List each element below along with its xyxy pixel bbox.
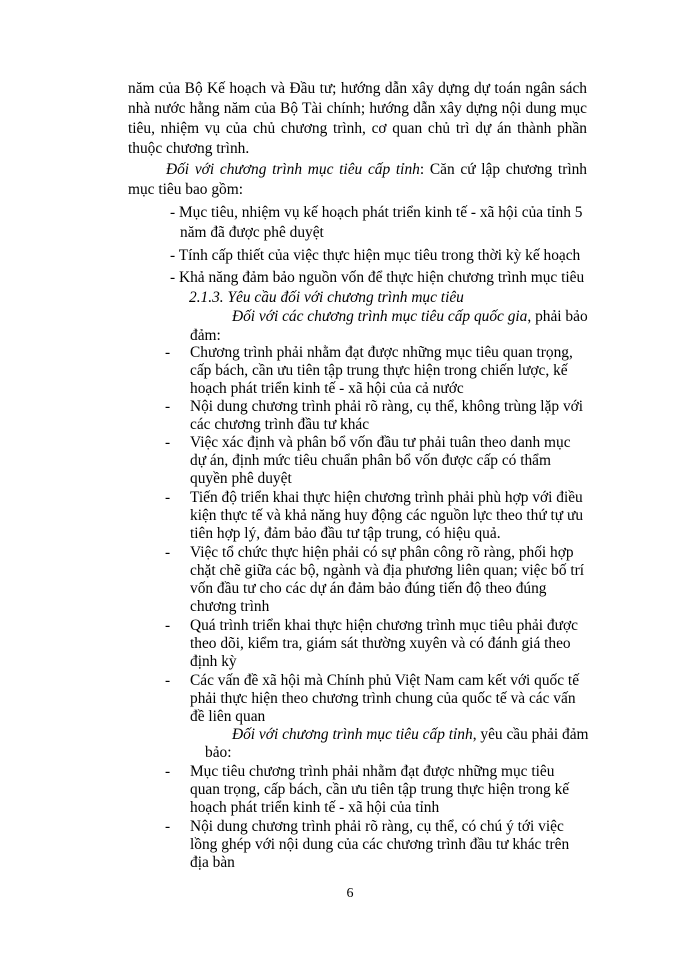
- list-item-cont: tiên hợp lý, đảm bảo đầu tư tập trung, có hiệu quả.: [190, 525, 501, 542]
- national-lead: [232, 308, 588, 326]
- list-item: Nội dung chương trình phải rõ ràng, cụ thể, có chú ý tới việc: [190, 818, 564, 835]
- list-item-cont: hoạch phát triển kinh tế - xã hội của tỉnh: [190, 799, 440, 816]
- dash-bullet: -: [165, 344, 171, 361]
- list-item-cont: chương trình: [190, 598, 270, 615]
- list-item-cont: chặt chẽ giữa các bộ, ngành và địa phương liên quan; việc bố trí: [190, 562, 585, 579]
- list-item-cont: các chương trình đầu tư khác: [190, 416, 370, 433]
- page-number: 6: [346, 886, 354, 901]
- list-item: Nội dung chương trình phải rõ ràng, cụ thể, không trùng lặp với: [190, 398, 584, 415]
- dash-bullet: -: [165, 544, 171, 561]
- lead-rest: , yêu cầu phải đảm: [472, 726, 589, 743]
- provincial-basis-lead: [166, 161, 587, 179]
- list-item-cont: theo dõi, kiểm tra, giám sát thường xuyên và có đánh giá theo: [190, 635, 571, 652]
- dash-bullet: -: [165, 672, 171, 689]
- body-line: nhà nước hằng năm của Bộ Tài chính; hướng dẫn xây dựng nội dung mục: [128, 100, 587, 117]
- body-line: mục tiêu bao gồm:: [128, 181, 243, 198]
- list-item-cont: đề liên quan: [190, 708, 266, 725]
- list-item-cont: lồng ghép với nội dung của các chương trình đầu tư khác trên: [190, 836, 570, 853]
- list-item: Việc tổ chức thực hiện phải có sự phân công rõ ràng, phối hợp: [190, 544, 574, 561]
- body-line: thuộc chương trình.: [128, 140, 250, 157]
- body-line: tiêu, nhiệm vụ của chủ chương trình, cơ quan chủ trì dự án thành phần: [128, 120, 587, 137]
- provincial-req-lead: [232, 726, 589, 744]
- body-line: năm của Bộ Kế hoạch và Đầu tư; hướng dẫn xây dựng dự toán ngân sách: [128, 80, 587, 97]
- list-item-cont: cấp bách, cần ưu tiên tập trung thực hiện trong chiến lược, kế: [190, 362, 568, 379]
- lead-rest: , phải bảo: [527, 308, 588, 325]
- list-item-cont: dự án, định mức tiêu chuẩn phân bổ vốn được cấp có thẩm: [190, 452, 551, 469]
- list-item: - Mục tiêu, nhiệm vụ kế hoạch phát triển kinh tế - xã hội của tỉnh 5: [170, 204, 583, 221]
- italic-lead: Đối với các chương trình mục tiêu cấp quốc gia: [232, 308, 528, 325]
- list-item-cont: định kỳ: [190, 653, 237, 670]
- body-line: đảm:: [190, 327, 221, 344]
- list-item-cont: quyền phê duyệt: [190, 470, 292, 487]
- dash-bullet: -: [165, 818, 171, 835]
- dash-bullet: -: [165, 398, 171, 415]
- list-item: Quá trình triển khai thực hiện chương trình mục tiêu phải được: [190, 617, 578, 634]
- list-item: Mục tiêu chương trình phải nhằm đạt được những mục tiêu: [190, 763, 555, 780]
- list-item: Chương trình phải nhằm đạt được những mục tiêu quan trọng,: [190, 344, 573, 361]
- italic-lead: Đối với chương trình mục tiêu cấp tỉnh: [166, 161, 420, 178]
- section-heading: 2.1.3. Yêu cầu đối với chương trình mục tiêu: [189, 289, 464, 306]
- list-item-cont: phải thực hiện theo chương trình chung của quốc tế và các vấn: [190, 690, 576, 707]
- list-item: - Tính cấp thiết của việc thực hiện mục tiêu trong thời kỳ kế hoạch: [170, 247, 581, 264]
- list-item-cont: vốn đầu tư cho các dự án đảm bảo đúng tiến độ theo đúng: [190, 580, 547, 597]
- body-line: bảo:: [205, 744, 232, 761]
- dash-bullet: -: [165, 763, 171, 780]
- list-item-cont: quan trọng, cấp bách, cần ưu tiên tập trung thực hiện trong kế: [190, 781, 570, 798]
- list-item-cont: năm đã được phê duyệt: [180, 224, 324, 241]
- italic-lead: Đối với chương trình mục tiêu cấp tỉnh: [232, 726, 473, 743]
- list-item: Tiến độ triển khai thực hiện chương trình phải phù hợp với điều: [190, 489, 583, 506]
- list-item: Việc xác định và phân bổ vốn đầu tư phải tuân theo danh mục: [190, 434, 571, 451]
- list-item-cont: địa bàn: [190, 854, 235, 871]
- list-item: - Khả năng đảm bảo nguồn vốn để thực hiện chương trình mục tiêu: [170, 269, 585, 286]
- list-item-cont: kiện thực tế và khả năng huy động các nguồn lực theo thứ tự ưu: [190, 507, 584, 524]
- list-item-cont: hoạch phát triển kinh tế - xã hội của cả nước: [190, 380, 464, 397]
- list-item: Các vấn đề xã hội mà Chính phủ Việt Nam cam kết với quốc tế: [190, 672, 580, 689]
- dash-bullet: -: [165, 617, 171, 634]
- dash-bullet: -: [165, 489, 171, 506]
- dash-bullet: -: [165, 434, 171, 451]
- lead-rest: : Căn cứ lập chương trình: [419, 161, 587, 178]
